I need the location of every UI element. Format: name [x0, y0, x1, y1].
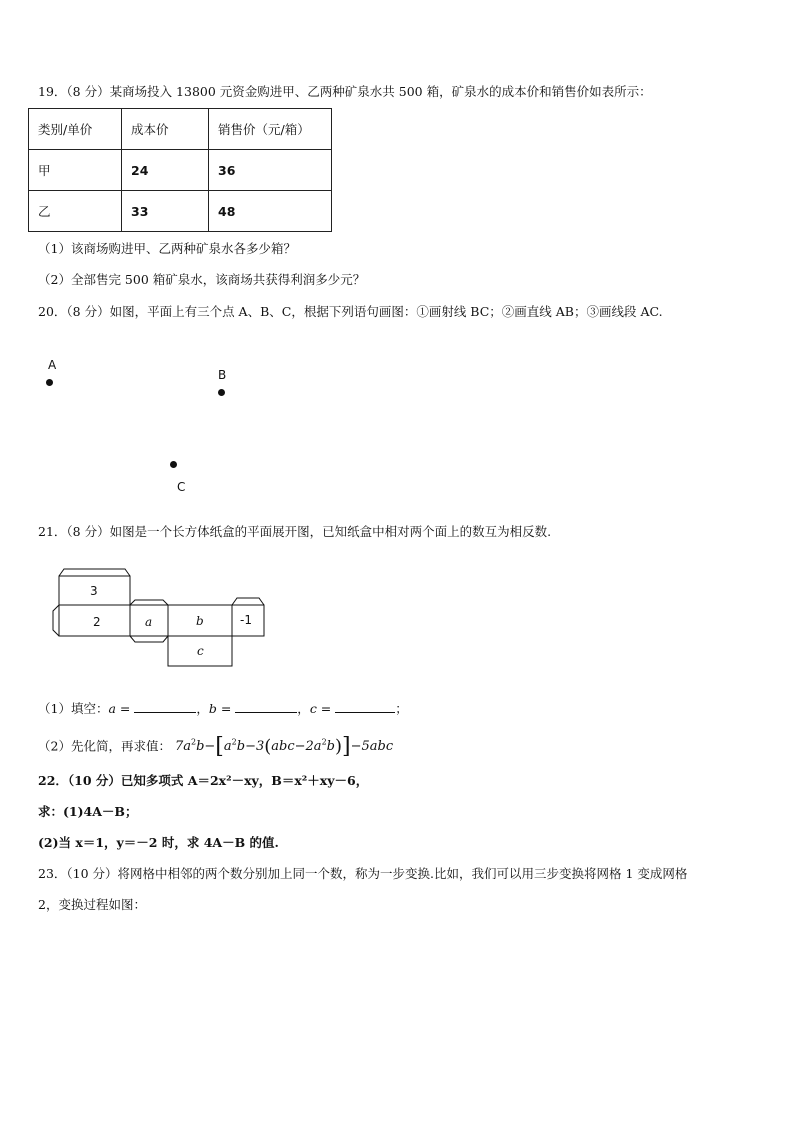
- q19-stem: 19．（8 分）某商场投入 13800 元资金购进甲、乙两种矿泉水共 500 箱，矿泉水的成本价和销售价如表所示：: [38, 84, 652, 99]
- q19-part2: （2）全部售完 500 箱矿泉水，该商场共获得利润多少元？: [38, 272, 366, 287]
- table-header-cell: 成本价: [122, 109, 209, 150]
- net-face-c: c: [197, 644, 204, 658]
- table-cell: 36: [209, 150, 332, 191]
- net-face-top: 3: [90, 584, 98, 598]
- q23-stem-line2: 2，变换过程如图：: [38, 897, 146, 912]
- net-face-right: -1: [240, 613, 252, 627]
- separator: ，: [297, 701, 310, 716]
- c-answer-blank[interactable]: [335, 700, 395, 713]
- q20-stem: 20．（8 分）如图，平面上有三个点 A、B、C，根据下列语句画图：①画射线 BC；②画直线 AB；③画线段 AC.: [38, 304, 663, 319]
- q23-stem-line1: 23．（10 分）将网格中相邻的两个数分别加上同一个数，称为一步变换.比如，我们可以用三步变换将网格 1 变成网格: [38, 866, 688, 881]
- c-label: c =: [309, 701, 332, 716]
- a-label: a =: [108, 701, 131, 716]
- table-header-cell: 类别/单价: [29, 109, 122, 150]
- q19-part1: （1）该商场购进甲、乙两种矿泉水各多少箱？: [38, 241, 296, 256]
- net-face-a: a: [145, 615, 153, 629]
- net-face-left: 2: [93, 615, 101, 629]
- b-label: b =: [208, 701, 232, 716]
- part1-prefix: （1）填空：: [38, 701, 109, 716]
- a-answer-blank[interactable]: [134, 700, 196, 713]
- table-cell: 33: [122, 191, 209, 232]
- right-paren: ): [334, 736, 343, 758]
- q21-part2: [38, 734, 394, 760]
- point-b-label: B: [218, 368, 227, 382]
- table-cell: 48: [209, 191, 332, 232]
- q22-part2: (2)当 x＝1，y＝－2 时，求 4A－B 的值.: [38, 835, 279, 850]
- left-paren: (: [264, 736, 272, 758]
- end-mark: ；: [395, 701, 408, 716]
- left-bracket: [: [215, 734, 224, 760]
- separator: ，: [196, 701, 209, 716]
- point-a-label: A: [48, 358, 57, 372]
- math-expression: $7a^2b-[a^2b-3(abc-2a^2b)]-5abc$: [174, 734, 394, 760]
- table-cell: 乙: [29, 191, 122, 232]
- q21-part1: [38, 700, 408, 717]
- q21-stem: 21．（8 分）如图是一个长方体纸盒的平面展开图，已知纸盒中相对两个面上的数互为相反数.: [38, 524, 552, 539]
- q22-stem: 22．（10 分）已知多项式 A＝2x²－xy，B＝x²＋xy－6，: [38, 773, 369, 788]
- b-answer-blank[interactable]: [235, 700, 297, 713]
- part2-prefix: （2）先化简，再求值：: [38, 738, 171, 754]
- right-bracket: ]: [342, 734, 351, 760]
- table-cell: 甲: [29, 150, 122, 191]
- table-header-cell: 销售价（元/箱）: [209, 109, 332, 150]
- net-face-b: b: [196, 614, 204, 628]
- point-c-label: C: [177, 480, 186, 494]
- table-cell: 24: [122, 150, 209, 191]
- q22-part1: 求：(1)4A－B；: [38, 804, 138, 819]
